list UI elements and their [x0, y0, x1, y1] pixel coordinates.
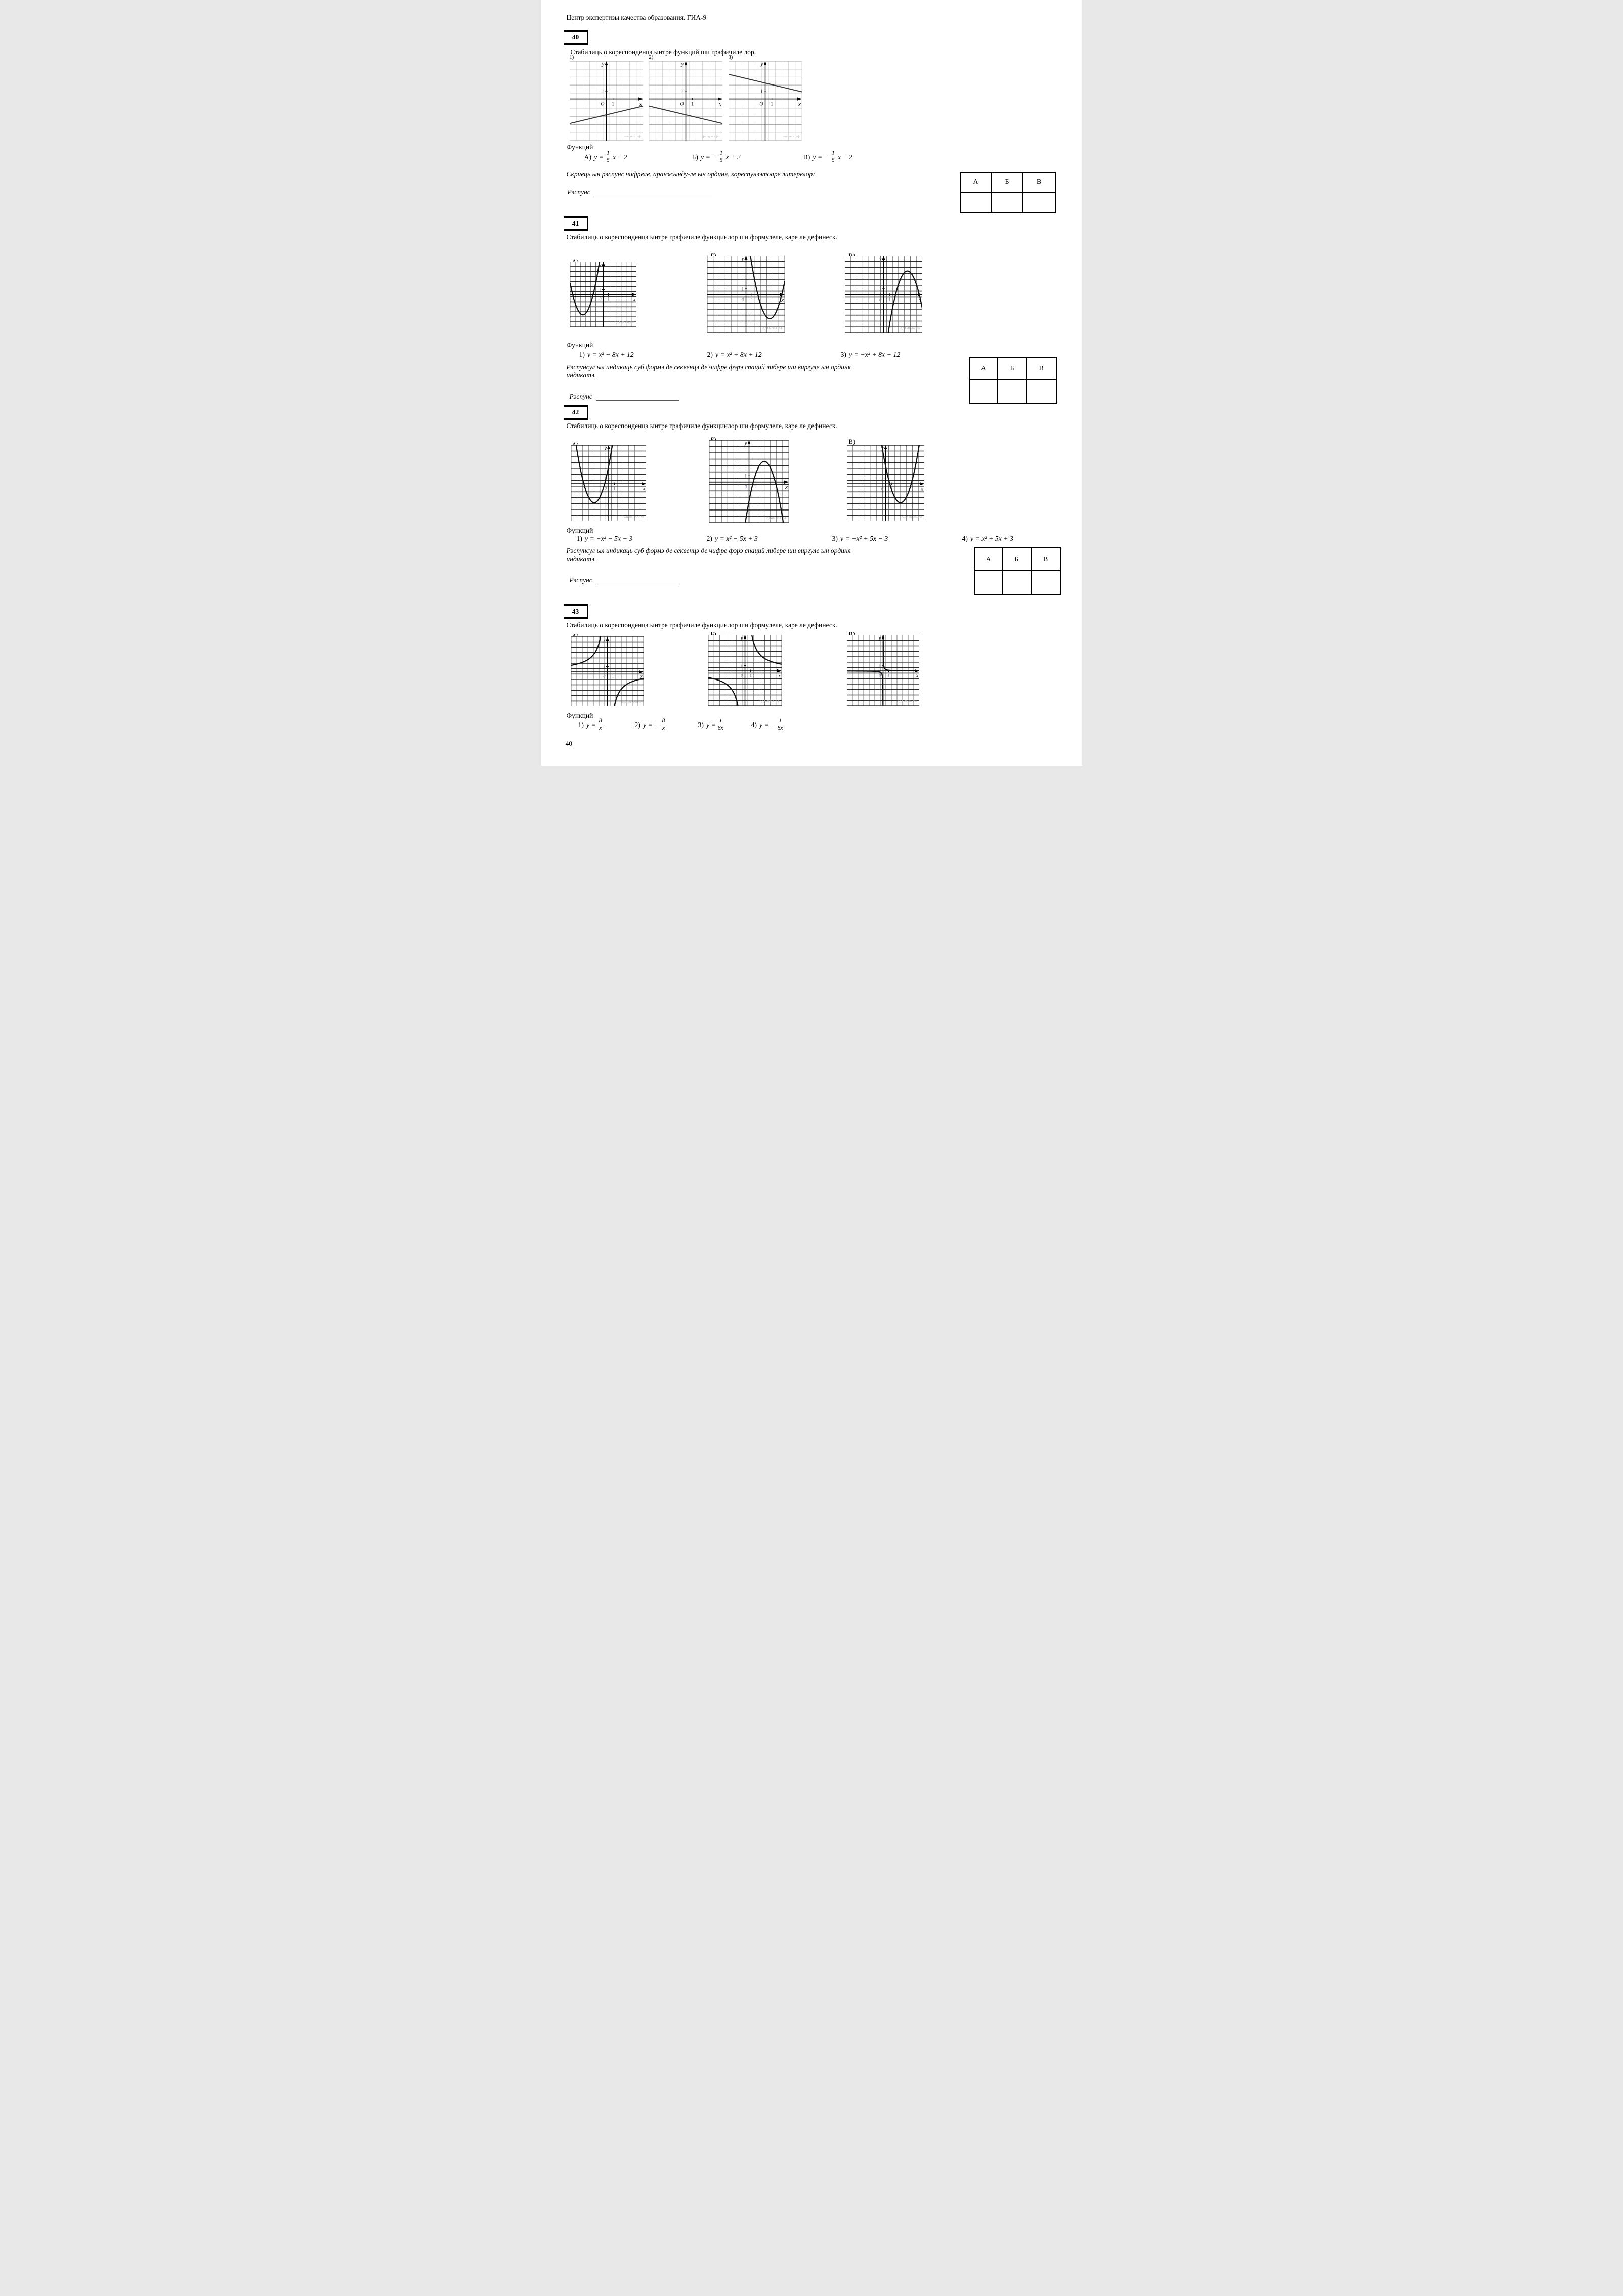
- answer-table-40: [960, 172, 1056, 213]
- svg-text:x: x: [718, 101, 721, 108]
- graph-label-3: 3): [728, 55, 733, 60]
- svg-text:y: y: [760, 61, 763, 67]
- answer-cell: [1027, 380, 1056, 403]
- answer-blank-line: [596, 577, 679, 584]
- svg-text:1: 1: [888, 296, 891, 302]
- fraction: $\frac{1}{5}$: [605, 150, 611, 164]
- svg-text:1: 1: [740, 663, 743, 668]
- table-header-v: В: [1023, 173, 1055, 193]
- answer-label: Рэспунс: [567, 188, 590, 196]
- svg-text:y: y: [744, 440, 747, 446]
- page-header: Центр экспертизы качества образования. ГИА-9: [566, 14, 707, 21]
- problem-42-instruction: [567, 547, 851, 563]
- table-header-v: В: [1032, 548, 1060, 571]
- problem-number: 43: [572, 608, 579, 615]
- fraction: $\frac{1}{5}$: [718, 150, 724, 164]
- answer-cell: [961, 193, 992, 212]
- function-formula-3: 3) y = $\frac{1}{8x}$: [698, 718, 723, 732]
- function-formula-v: В) y = − $\frac{1}{5}$ x − 2: [803, 150, 852, 164]
- problem-number: 42: [572, 408, 579, 416]
- svg-text:1: 1: [741, 286, 744, 292]
- svg-text:x: x: [778, 673, 781, 679]
- problem-number: 40: [572, 33, 579, 41]
- functions-heading: Функций: [566, 527, 593, 534]
- answer-label: Рэспунс: [569, 393, 592, 400]
- svg-text:x: x: [640, 674, 643, 680]
- svg-text:O: O: [679, 101, 684, 107]
- svg-text:СДАМГИА.РФ: СДАМГИА.РФ: [614, 321, 634, 324]
- svg-text:y: y: [740, 635, 743, 641]
- svg-text:1: 1: [890, 486, 893, 491]
- svg-text:0: 0: [744, 485, 747, 490]
- problem-41-statement: Стабилиць о кореспонденцэ ынтре графичиле функциилор ши формулеле, каре ле дефинеск.: [566, 233, 837, 241]
- graph-label-a: А): [572, 258, 579, 265]
- fraction: $\frac{8}{x}$: [661, 718, 667, 732]
- answer-row-40: [568, 188, 712, 196]
- function-formula-4: 4) y = x² + 5x + 3: [962, 535, 1013, 542]
- svg-text:СДАМГИА.РФ: СДАМГИА.РФ: [623, 516, 644, 519]
- instruction-line: индикатэ.: [566, 371, 596, 379]
- svg-text:0: 0: [879, 296, 881, 302]
- graph-label-2: 2): [649, 55, 654, 60]
- svg-text:СДАМГИА.РФ: СДАМГИА.РФ: [902, 516, 922, 519]
- svg-text:1: 1: [880, 476, 883, 481]
- svg-text:0: 0: [881, 486, 883, 491]
- svg-text:1: 1: [611, 101, 614, 107]
- answer-blank-line: [594, 189, 712, 196]
- table-header-a: А: [970, 358, 999, 380]
- graph-43-b: [708, 635, 782, 706]
- svg-text:y: y: [603, 637, 605, 643]
- svg-text:СДАМГИА.РФ: СДАМГИА.РФ: [621, 701, 642, 704]
- page-number: 40: [565, 740, 572, 747]
- svg-text:y: y: [599, 263, 601, 268]
- svg-text:1: 1: [613, 486, 616, 491]
- svg-text:СДАМГИА.РФ: СДАМГИА.РФ: [896, 700, 917, 703]
- svg-text:x: x: [633, 297, 635, 303]
- function-formula-2: 2) y = x² + 8x + 12: [707, 351, 762, 358]
- table-header-a: А: [961, 173, 992, 193]
- svg-text:1: 1: [760, 89, 763, 95]
- svg-text:0: 0: [740, 672, 743, 678]
- svg-text:СДАМГИА.РФ: СДАМГИА.РФ: [900, 327, 920, 330]
- graph-label-b: Б): [710, 631, 716, 638]
- fraction: $\frac{1}{8x}$: [777, 718, 783, 732]
- svg-text:y: y: [601, 61, 604, 67]
- function-formula-4: 4) y = − $\frac{1}{8x}$: [751, 718, 783, 732]
- svg-text:y: y: [881, 445, 883, 451]
- problem-43-statement: Стабилиць о кореспонденцэ ынтре графичиле функциилор ши формулеле, каре ле дефинеск.: [566, 621, 837, 629]
- svg-text:x: x: [918, 296, 921, 303]
- svg-text:0: 0: [878, 672, 881, 678]
- problem-number: 41: [572, 220, 579, 227]
- svg-text:y: y: [680, 61, 684, 67]
- svg-text:x: x: [916, 673, 918, 679]
- answer-blank-line: [596, 394, 679, 401]
- graph-label-b: Б): [710, 436, 716, 443]
- graph-43-a: [571, 636, 644, 706]
- svg-text:x: x: [642, 486, 645, 492]
- table-header-b: Б: [998, 358, 1027, 380]
- graph-42-b: [709, 440, 789, 523]
- table-header-b: Б: [992, 173, 1023, 193]
- graph-label-v: В): [848, 438, 855, 445]
- answer-cell: [992, 193, 1023, 212]
- answer-table-42: [974, 547, 1061, 595]
- fraction: $\frac{1}{8x}$: [717, 718, 723, 732]
- problem-42-statement: Стабилиць о кореспонденцэ ынтре графичиле функциилор ши формулеле, каре ле дефинеск.: [566, 422, 837, 430]
- graph-40-2: [649, 61, 722, 141]
- graph-label-v: В): [848, 631, 855, 638]
- instruction-line: индикатэ.: [566, 555, 596, 563]
- svg-text:y: y: [604, 446, 607, 451]
- svg-text:1: 1: [878, 663, 881, 668]
- fraction: $\frac{1}{5}$: [830, 150, 836, 164]
- svg-text:СДАМГИА.РФ: СДАМГИА.РФ: [766, 517, 787, 520]
- svg-text:0: 0: [603, 673, 605, 679]
- svg-text:1: 1: [691, 101, 694, 107]
- svg-text:1: 1: [601, 89, 604, 95]
- problem-number-box-40: [564, 30, 588, 45]
- functions-heading: Функций: [566, 341, 593, 349]
- fraction: $\frac{8}{x}$: [597, 718, 604, 732]
- svg-text:1: 1: [603, 664, 605, 669]
- svg-text:1: 1: [750, 296, 753, 302]
- graph-42-a: [571, 445, 646, 521]
- svg-text:решуегэ.рф: решуегэ.рф: [623, 135, 641, 138]
- problem-40-statement: Стабилиць о кореспонденцэ ынтре функций ши графичиле лор.: [570, 48, 756, 56]
- svg-text:y: y: [879, 256, 881, 262]
- function-formula-1: 1) y = −x² − 5x − 3: [576, 535, 633, 542]
- problem-number-box-42: [564, 405, 588, 420]
- graph-41-a: [570, 262, 636, 327]
- answer-cell: [998, 380, 1027, 403]
- svg-text:x: x: [798, 101, 801, 108]
- graph-40-1: [570, 61, 643, 141]
- graph-label-v: В): [848, 252, 855, 260]
- functions-heading: Функций: [566, 712, 593, 719]
- table-header-a: А: [975, 548, 1003, 571]
- function-formula-3: 3) y = −x² + 5x − 3: [832, 535, 888, 542]
- answer-row-42: [570, 576, 679, 584]
- graph-41-b: [707, 256, 785, 333]
- svg-text:СДАМГИА.РФ: СДАМГИА.РФ: [759, 700, 780, 703]
- function-formula-2: 2) y = − $\frac{8}{x}$: [635, 718, 668, 732]
- answer-cell: [1032, 571, 1060, 594]
- svg-text:1: 1: [878, 286, 881, 292]
- table-header-b: Б: [1003, 548, 1032, 571]
- svg-text:1: 1: [770, 101, 773, 107]
- svg-text:x: x: [785, 484, 788, 491]
- svg-text:решуегэ.рф: решуегэ.рф: [782, 135, 800, 138]
- instruction-line: Рэспунсул ыл индикаць суб формэ де секвенцэ де чифре фэрэ спаций либере ши виргуле ын ординя: [566, 363, 851, 371]
- function-formula-1: 1) y = $\frac{8}{x}$: [578, 718, 605, 732]
- svg-text:x: x: [781, 296, 784, 303]
- graph-42-v: [847, 445, 924, 521]
- graph-label-1: 1): [569, 55, 574, 60]
- svg-text:СДАМГИА.РФ: СДАМГИА.РФ: [762, 327, 783, 330]
- answer-label: Рэспунс: [569, 576, 592, 584]
- svg-text:O: O: [759, 101, 763, 107]
- functions-heading: Функций: [566, 143, 593, 151]
- function-formula-2: 2) y = x² − 5x + 3: [706, 535, 758, 542]
- svg-text:решуегэ.рф: решуегэ.рф: [703, 135, 720, 138]
- svg-text:1: 1: [749, 672, 752, 678]
- svg-text:0: 0: [604, 486, 607, 491]
- worksheet-page: [541, 0, 1082, 766]
- function-formula-a: А) y = $\frac{1}{5}$ x − 2: [584, 150, 627, 164]
- answer-cell: [1003, 571, 1032, 594]
- answer-cell: [970, 380, 999, 403]
- graph-label-b: Б): [710, 252, 716, 260]
- problem-number-box-41: [564, 216, 588, 231]
- graph-label-a: А): [572, 633, 579, 640]
- svg-text:1: 1: [887, 672, 890, 678]
- svg-text:y: y: [741, 256, 744, 262]
- graph-41-v: [845, 256, 922, 333]
- function-formula-b: Б) y = − $\frac{1}{5}$ x + 2: [692, 150, 741, 164]
- svg-text:1: 1: [604, 476, 606, 481]
- graph-label-a: А): [572, 441, 579, 448]
- svg-text:1: 1: [599, 288, 601, 293]
- svg-text:1: 1: [680, 89, 684, 95]
- problem-41-instruction: [567, 363, 851, 379]
- graph-43-v: [847, 635, 919, 706]
- svg-text:0: 0: [741, 296, 744, 302]
- answer-row-41: [570, 393, 679, 401]
- svg-text:O: O: [600, 101, 604, 107]
- instruction-line: Рэспунсул ыл индикаць суб формэ де секвенцэ де чифре фэрэ спаций либере ши виргуле ын ординя: [566, 547, 851, 555]
- svg-text:x: x: [639, 101, 642, 108]
- svg-text:y: y: [878, 635, 881, 641]
- answer-cell: [1023, 193, 1055, 212]
- answer-table-41: [969, 357, 1057, 404]
- svg-text:1: 1: [753, 485, 756, 490]
- function-formula-1: 1) y = x² − 8x + 12: [579, 351, 634, 358]
- svg-text:0: 0: [599, 296, 601, 302]
- answer-cell: [975, 571, 1003, 594]
- problem-40-instruction: Скриець ын рэспунс чифреле, аранжынду-ле ын ординя, кореспунзэтоаре литерелор:: [566, 170, 815, 178]
- svg-text:x: x: [920, 486, 923, 492]
- svg-text:1: 1: [744, 474, 747, 479]
- table-header-v: В: [1027, 358, 1056, 380]
- svg-text:1: 1: [607, 296, 610, 302]
- graph-40-3: [729, 61, 802, 141]
- problem-number-box-43: [564, 604, 588, 619]
- function-formula-3: 3) y = −x² + 8x − 12: [840, 351, 901, 358]
- svg-text:1: 1: [611, 673, 614, 679]
